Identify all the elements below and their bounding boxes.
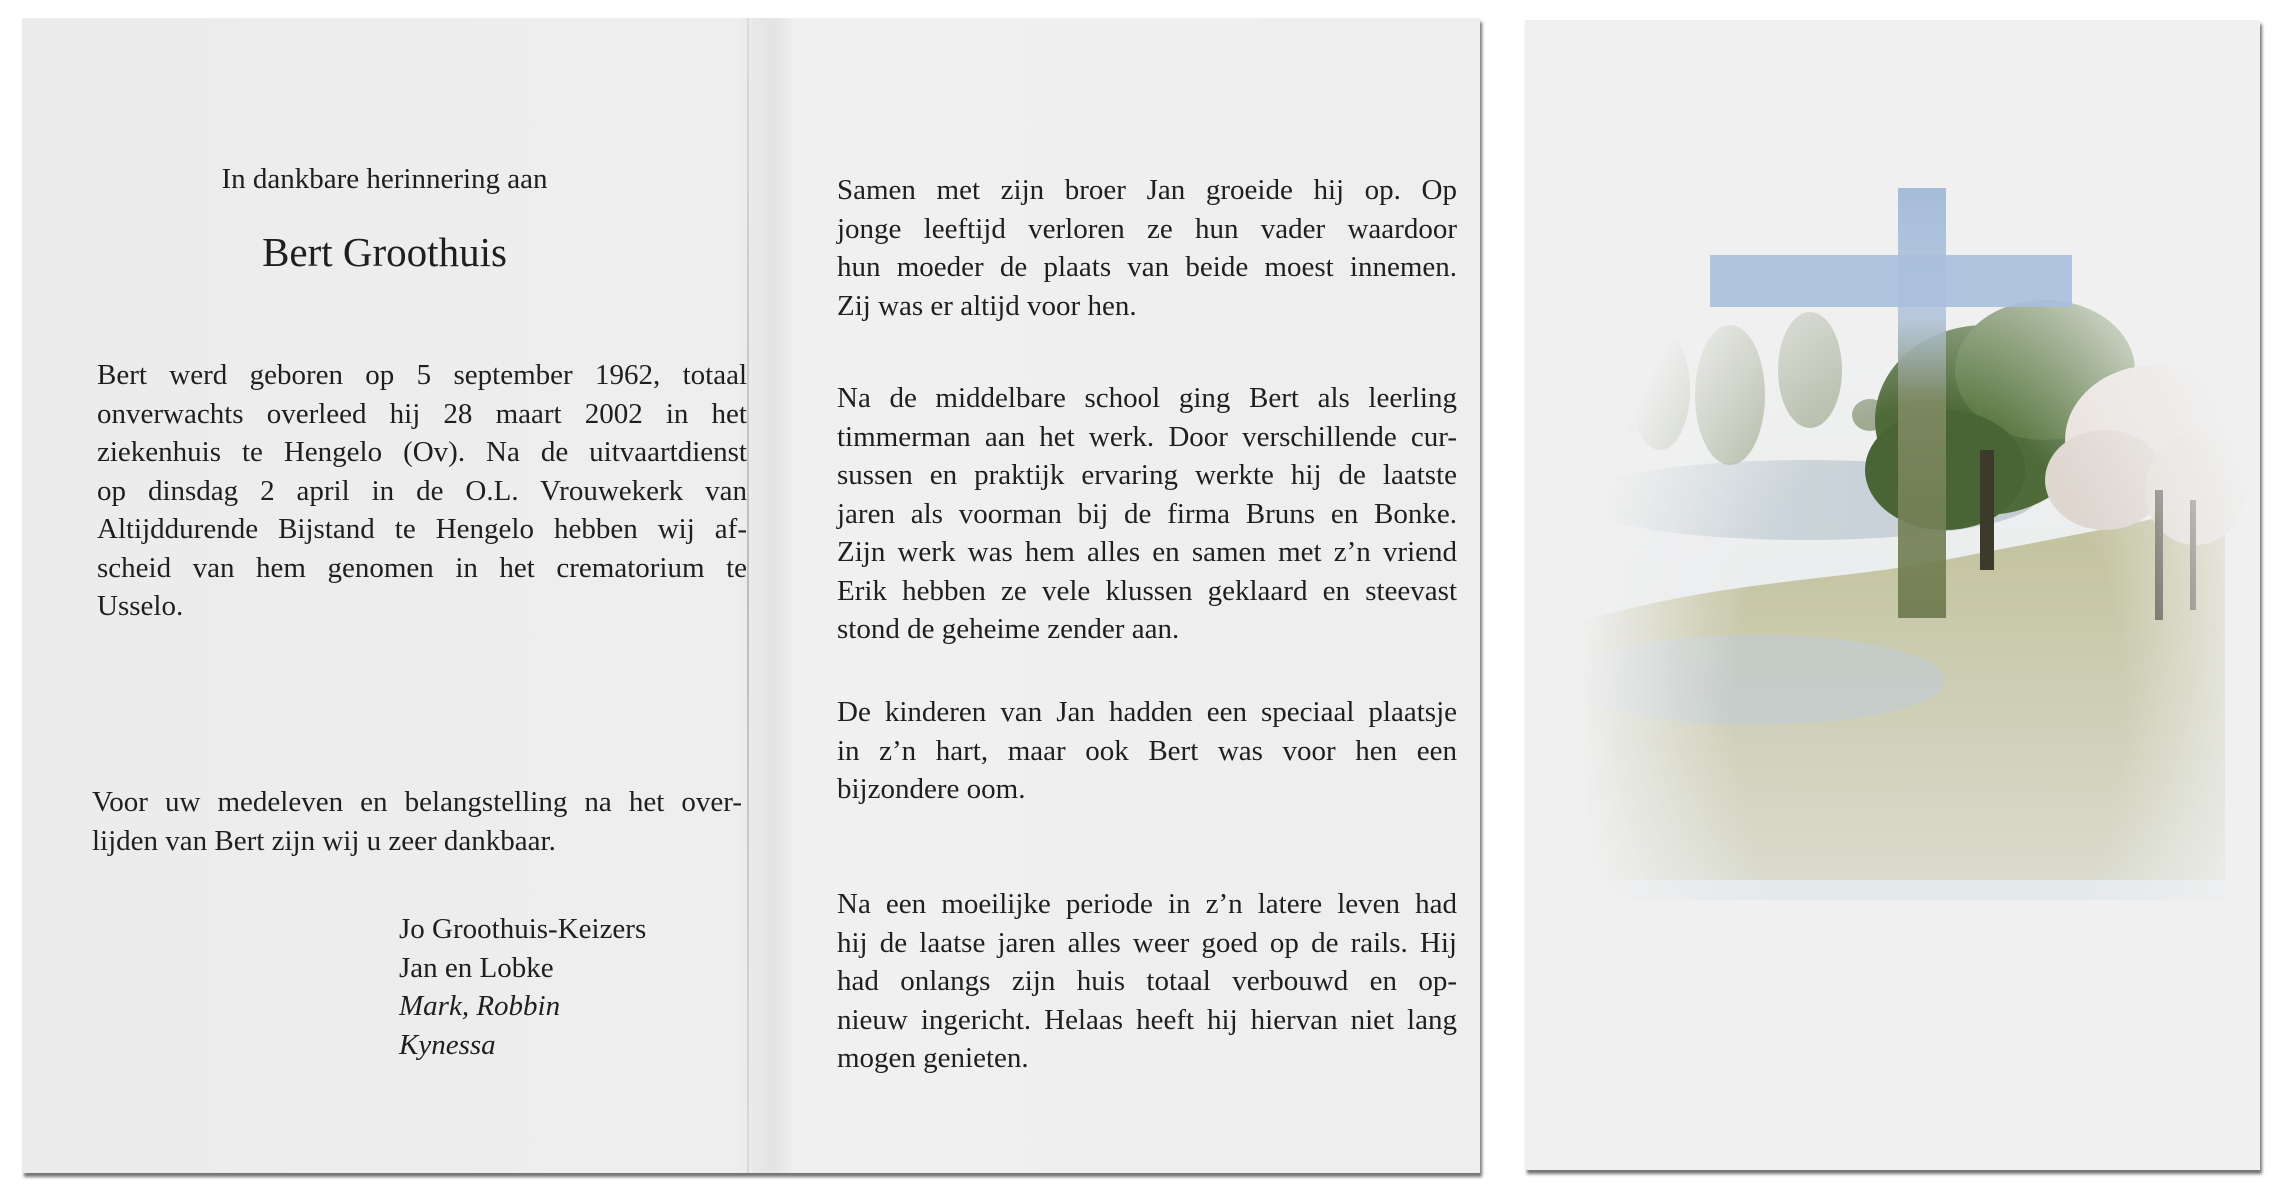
paragraph-line: jaren als voorman bij de firma Bruns en Bonke.	[837, 497, 1457, 530]
intro-text: In dankbare herinnering aan	[221, 163, 548, 195]
paragraph-line: sussen en praktijk ervaring werkte hij de laatste	[837, 459, 1457, 491]
signers-list	[399, 910, 646, 1064]
paragraph-line: in z’n hart, maar ook Bert was voor hen een	[837, 734, 1457, 767]
bio-line: op dinsdag 2 april in de O.L. Vrouwekerk van	[97, 474, 747, 507]
inner-spread-card	[22, 18, 1480, 1173]
signer-name: Jo Groothuis-Keizers	[399, 913, 647, 945]
signer-name: Mark, Robbin	[399, 990, 561, 1022]
paragraph-line: Erik hebben ze vele klussen geklaard en steevast	[837, 574, 1457, 607]
paragraph-line: bijzondere oom.	[837, 773, 1026, 805]
paragraph-line: De kinderen van Jan hadden een speciaal plaatsje	[837, 696, 1457, 728]
paragraph-line: hun moeder de plaats van beide moest innemen.	[837, 251, 1457, 283]
bio-line: Usselo.	[97, 590, 184, 622]
deceased-name: Bert Groothuis	[262, 229, 507, 275]
thanks-line: lijden van Bert zijn wij u zeer dankbaar.	[92, 824, 556, 857]
paragraph-line: Zijn werk was hem alles en samen met z’n vriend	[837, 536, 1457, 568]
bio-line: scheid van hem genomen in het crematorium te	[97, 551, 747, 584]
bio-line: ziekenhuis te Hengelo (Ov). Na de uitvaartdienst	[97, 436, 747, 468]
cross-landscape-illustration	[1525, 20, 2260, 1170]
bio-line: Bert werd geboren op 5 september 1962, totaal	[97, 359, 747, 391]
paragraph-line: stond de geheime zender aan.	[837, 613, 1180, 645]
left-panel	[22, 18, 747, 1173]
thanks-line: Voor uw medeleven en belangstelling na het over-	[92, 786, 742, 818]
childhood-paragraph	[837, 171, 1457, 325]
front-cover-card	[1525, 20, 2260, 1170]
bio-line: onverwachts overleed hij 28 maart 2002 in het	[97, 397, 747, 430]
family-paragraph	[837, 693, 1457, 809]
thanks-paragraph	[92, 783, 742, 860]
paragraph-line: Na een moeilijke periode in z’n latere leven had	[837, 888, 1457, 920]
paragraph-line: jonge leeftijd verloren ze hun vader waardoor	[837, 212, 1457, 245]
vignette-overlay	[1525, 20, 2260, 1170]
paragraph-line: Samen met zijn broer Jan groeide hij op. Op	[837, 174, 1457, 206]
paragraph-line: hij de laatse jaren alles weer goed op de rails. Hij	[837, 926, 1457, 959]
paragraph-line: nieuw ingericht. Helaas heeft hij hiervan niet lang	[837, 1003, 1457, 1036]
signer-name: Kynessa	[399, 1028, 496, 1061]
paragraph-line: had onlangs zijn huis totaal verbouwd en op-	[837, 965, 1457, 997]
paragraph-line: mogen genieten.	[837, 1042, 1029, 1074]
paragraph-line: timmerman aan het werk. Door verschillende cur-	[837, 420, 1457, 453]
career-paragraph	[837, 379, 1457, 649]
later-life-paragraph	[837, 885, 1457, 1078]
biography-paragraph	[97, 356, 747, 626]
signer-name: Jan en Lobke	[399, 951, 554, 984]
middle-panel	[749, 18, 1480, 1173]
paragraph-line: Na de middelbare school ging Bert als leerling	[837, 382, 1457, 414]
bio-line: Altijddurende Bijstand te Hengelo hebben wij af-	[97, 513, 747, 545]
paragraph-line: Zij was er altijd voor hen.	[837, 289, 1137, 322]
